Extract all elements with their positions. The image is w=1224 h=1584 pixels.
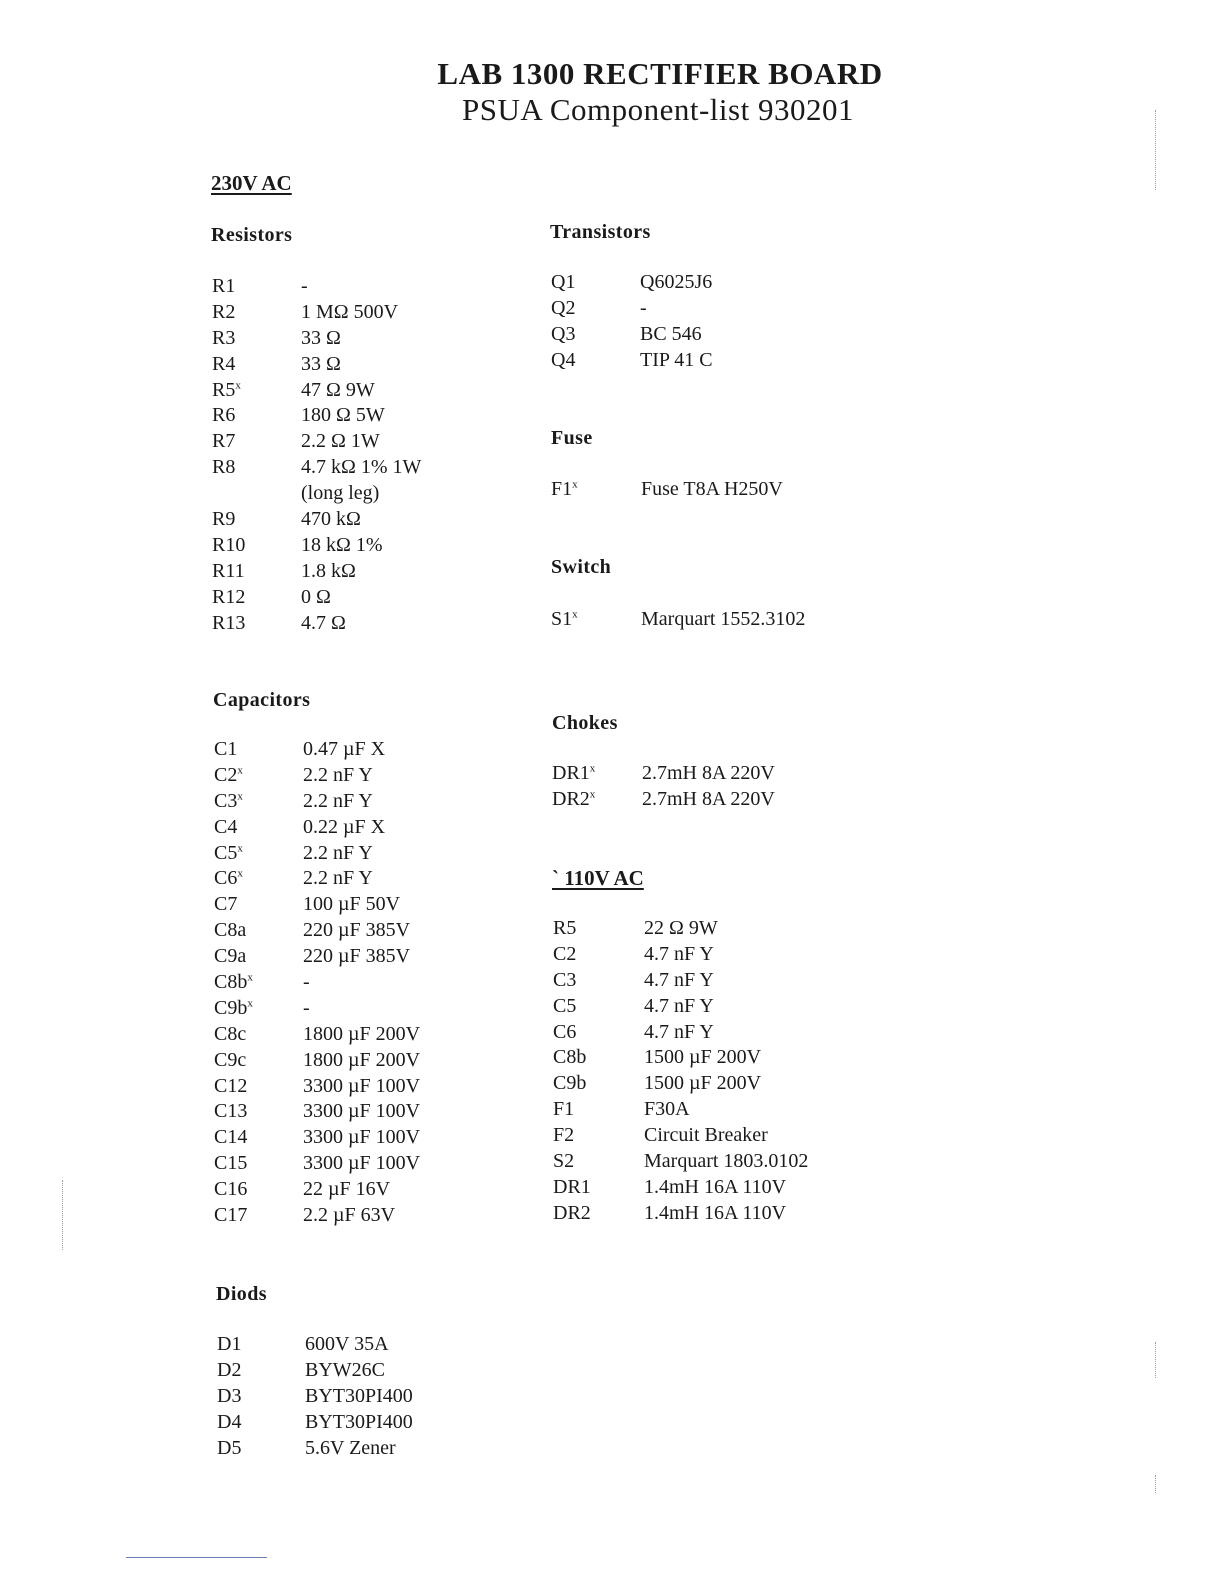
component-value: Marquart 1803.0102: [644, 1150, 809, 1173]
component-ref-mark: x: [247, 997, 253, 1010]
component-ref: [553, 968, 576, 994]
component-ref-text: C14: [214, 1126, 248, 1149]
component-ref-mark: x: [235, 378, 241, 391]
component-value: 2.2 nF Y: [303, 841, 373, 864]
component-value: 600V 35A: [305, 1333, 389, 1355]
component-ref: [553, 1201, 591, 1227]
component-value: 2.2 µF 63V: [303, 1204, 396, 1227]
component-value: -: [640, 296, 647, 319]
component-ref: [553, 1123, 574, 1149]
component-ref-mark: x: [237, 790, 243, 803]
component-ref-text: D2: [217, 1358, 242, 1381]
component-ref-text: C12: [214, 1074, 248, 1097]
component-value: 1800 µF 200V: [303, 1048, 421, 1071]
component-ref-text: C6: [553, 1020, 577, 1043]
component-ref: [217, 1410, 241, 1436]
component-ref-text: R10: [212, 533, 246, 556]
component-ref-text: C16: [214, 1178, 248, 1201]
component-ref: [551, 270, 575, 296]
component-value: 2.7mH 8A 220V: [642, 787, 775, 810]
component-ref: [553, 994, 576, 1020]
component-value: 1 MΩ 500V: [301, 300, 399, 323]
component-ref-text: S2: [553, 1150, 575, 1173]
component-ref: [212, 455, 235, 481]
component-value: 2.7mH 8A 220V: [642, 762, 775, 784]
component-ref-text: R12: [212, 585, 246, 608]
component-ref-text: C4: [214, 815, 238, 838]
component-value: -: [303, 996, 310, 1019]
component-value: 33 Ω: [301, 326, 341, 349]
component-ref-text: R1: [212, 275, 236, 297]
component-ref-text: C3: [553, 968, 577, 991]
component-ref-text: Q4: [551, 348, 576, 371]
component-ref-text: C9b: [214, 996, 248, 1019]
component-value: BC 546: [640, 322, 702, 345]
component-ref-text: R4: [212, 352, 236, 375]
component-ref-text: C3: [214, 789, 238, 812]
component-ref-mark: x: [237, 764, 243, 777]
component-ref-mark: x: [589, 788, 596, 801]
component-ref-text: DR1: [552, 762, 590, 784]
component-ref: [214, 970, 253, 996]
component-ref: [212, 403, 235, 429]
component-value: Circuit Breaker: [644, 1124, 768, 1147]
component-ref: [217, 1384, 241, 1410]
component-ref-mark: x: [572, 608, 578, 621]
component-ref-text: C15: [214, 1152, 248, 1175]
component-ref-text: R5: [212, 378, 236, 401]
component-value: 100 µF 50V: [303, 893, 401, 916]
component-value: 4.7 nF Y: [644, 994, 714, 1017]
component-value: 33 Ω: [301, 352, 341, 375]
component-ref: [212, 378, 241, 404]
component-ref-text: C8c: [214, 1022, 247, 1045]
component-value: Marquart 1552.3102: [641, 608, 806, 630]
component-ref: [552, 761, 595, 787]
component-ref-text: F2: [553, 1124, 575, 1147]
component-value: 1500 µF 200V: [644, 1072, 762, 1095]
component-ref: [551, 322, 575, 348]
component-value: Fuse T8A H250V: [641, 478, 783, 500]
component-ref-text: D5: [217, 1436, 242, 1459]
component-ref-text: R11: [212, 559, 245, 582]
component-ref-text: R13: [212, 611, 246, 634]
component-ref: [212, 300, 235, 326]
component-ref: [551, 477, 578, 503]
component-value: F30A: [644, 1098, 690, 1121]
component-ref: [212, 611, 245, 637]
component-value: 4.7 kΩ 1% 1W: [301, 456, 422, 479]
component-ref-text: R3: [212, 326, 236, 349]
component-value: 220 µF 385V: [303, 945, 411, 968]
component-ref-text: F1: [553, 1098, 575, 1121]
transistors-heading: Transistors: [550, 221, 651, 243]
component-ref-text: C6: [214, 867, 238, 890]
component-ref-mark: x: [237, 841, 243, 854]
component-value: TIP 41 C: [640, 348, 713, 371]
component-ref: [214, 866, 243, 892]
component-value: 18 kΩ 1%: [301, 533, 383, 556]
component-value: 5.6V Zener: [305, 1436, 396, 1459]
resistors-heading: Resistors: [211, 224, 293, 246]
component-ref: [214, 815, 237, 841]
component-ref-text: C8a: [214, 919, 247, 942]
component-ref: [553, 1149, 574, 1175]
component-ref: [553, 1045, 586, 1071]
component-value: 3300 µF 100V: [303, 1100, 421, 1123]
component-ref: [214, 1048, 246, 1074]
component-value: 220 µF 385V: [303, 919, 411, 942]
component-value: 0.47 µF X: [303, 738, 386, 760]
component-ref-text: D3: [217, 1384, 242, 1407]
component-ref-text: C2: [214, 763, 238, 786]
document-subtitle: PSUA Component-list 930201: [462, 92, 854, 127]
chokes-heading: Chokes: [552, 712, 618, 734]
component-value: 1500 µF 200V: [644, 1046, 762, 1069]
component-ref-text: C9a: [214, 945, 247, 968]
component-value: 1.4mH 16A 110V: [644, 1175, 787, 1198]
component-value: 3300 µF 100V: [303, 1152, 421, 1175]
component-ref: [214, 918, 246, 944]
component-ref-text: DR2: [552, 787, 590, 810]
component-ref-text: Q1: [551, 271, 576, 293]
component-value: 1.8 kΩ: [301, 559, 356, 582]
component-value: 47 Ω 9W: [301, 378, 375, 401]
component-ref: [217, 1358, 241, 1384]
component-value: 2.2 Ω 1W: [301, 430, 380, 453]
fuse-heading: Fuse: [551, 427, 593, 449]
component-ref-text: DR1: [553, 1175, 591, 1198]
component-ref: [214, 1074, 247, 1100]
component-ref-text: C8b: [553, 1046, 587, 1069]
component-ref: [214, 1203, 247, 1229]
footer-rule: [126, 1557, 267, 1558]
scan-edge-mark: [1155, 110, 1157, 190]
component-value: 4.7 nF Y: [644, 942, 714, 965]
component-ref-text: C5: [553, 994, 577, 1017]
component-ref: [212, 352, 235, 378]
component-ref: [553, 916, 576, 942]
component-ref: [214, 841, 243, 867]
component-ref-text: R5: [553, 917, 577, 939]
component-ref-text: R9: [212, 508, 236, 531]
component-ref: [217, 1436, 241, 1462]
component-ref: [212, 429, 235, 455]
component-ref-mark: x: [572, 478, 578, 491]
component-value: 1.4mH 16A 110V: [644, 1201, 787, 1224]
component-ref-text: C9b: [553, 1072, 587, 1095]
component-ref-text: C7: [214, 893, 238, 916]
component-ref: [214, 1022, 246, 1048]
document-title: LAB 1300 RECTIFIER BOARD: [437, 56, 883, 91]
component-ref-text: F1: [551, 478, 573, 500]
component-ref-mark: x: [589, 762, 596, 775]
component-ref: [214, 1151, 247, 1177]
component-ref-text: C5: [214, 841, 238, 864]
component-value: 2.2 nF Y: [303, 763, 373, 786]
component-ref-text: R8: [212, 456, 236, 479]
component-ref-text: Q2: [551, 296, 576, 319]
component-ref-text: C9c: [214, 1048, 247, 1071]
section-110v-ac: ` 110V AC: [552, 866, 644, 890]
component-ref: [553, 1020, 576, 1046]
component-value: 22 µF 16V: [303, 1178, 391, 1201]
component-ref: [214, 737, 237, 763]
component-value: 22 Ω 9W: [644, 917, 718, 939]
component-value: 4.7 nF Y: [644, 968, 714, 991]
component-ref-text: R6: [212, 404, 236, 427]
component-value: 1800 µF 200V: [303, 1022, 421, 1045]
component-ref: [217, 1332, 241, 1358]
component-ref: [214, 789, 243, 815]
component-ref-text: D1: [217, 1333, 242, 1355]
component-ref: [212, 326, 235, 352]
component-ref-mark: x: [247, 971, 253, 984]
component-value: 0.22 µF X: [303, 815, 386, 838]
component-ref: [214, 892, 237, 918]
switch-heading: Switch: [551, 556, 612, 578]
component-ref: [214, 996, 253, 1022]
component-value: 3300 µF 100V: [303, 1074, 421, 1097]
component-ref-text: R2: [212, 300, 236, 323]
scan-edge-mark: [62, 1180, 64, 1250]
diods-heading: Diods: [216, 1283, 267, 1305]
component-value: -: [303, 971, 310, 994]
component-value: 2.2 nF Y: [303, 867, 373, 890]
component-value: BYT30PI400: [305, 1384, 413, 1407]
component-value: Q6025J6: [640, 271, 713, 293]
component-ref-text: Q3: [551, 322, 576, 345]
component-ref: [551, 607, 578, 633]
component-ref-text: D4: [217, 1410, 242, 1433]
component-ref: [553, 942, 576, 968]
component-value: 3300 µF 100V: [303, 1126, 421, 1149]
component-value: 4.7 nF Y: [644, 1020, 714, 1043]
component-ref: [214, 944, 246, 970]
component-ref-text: C2: [553, 942, 577, 965]
component-ref: [214, 1125, 247, 1151]
component-ref-text: S1: [551, 608, 573, 630]
component-value: 4.7 Ω: [301, 611, 346, 634]
component-ref: [212, 507, 235, 533]
component-ref: [214, 763, 243, 789]
component-ref-text: R7: [212, 430, 236, 453]
component-value: 2.2 nF Y: [303, 789, 373, 812]
component-ref: [212, 274, 235, 300]
component-ref: [553, 1097, 574, 1123]
component-ref: [212, 559, 245, 585]
component-ref-text: DR2: [553, 1201, 591, 1224]
component-ref-mark: x: [237, 867, 243, 880]
component-ref-text: C8b: [214, 971, 248, 994]
scan-edge-mark: [1155, 1475, 1157, 1493]
component-ref-text: C1: [214, 738, 238, 760]
component-ref-text: C13: [214, 1100, 248, 1123]
component-value: 470 kΩ: [301, 508, 361, 531]
section-230v-ac: 230V AC: [211, 171, 292, 195]
component-ref: [214, 1099, 247, 1125]
component-value: 180 Ω 5W: [301, 404, 385, 427]
component-ref: [212, 585, 245, 611]
component-ref-text: C17: [214, 1204, 248, 1227]
component-value: (long leg): [301, 482, 380, 505]
scan-edge-mark: [1155, 1342, 1157, 1378]
capacitors-heading: Capacitors: [213, 689, 311, 711]
component-ref: [214, 1177, 247, 1203]
component-ref: [551, 348, 575, 374]
component-ref: [212, 533, 245, 559]
component-ref: [552, 787, 595, 813]
component-ref: [551, 296, 575, 322]
component-ref: [553, 1071, 586, 1097]
component-value: 0 Ω: [301, 585, 331, 608]
component-ref: [553, 1175, 591, 1201]
component-value: BYT30PI400: [305, 1410, 413, 1433]
component-value: -: [301, 275, 308, 297]
component-value: BYW26C: [305, 1358, 385, 1381]
